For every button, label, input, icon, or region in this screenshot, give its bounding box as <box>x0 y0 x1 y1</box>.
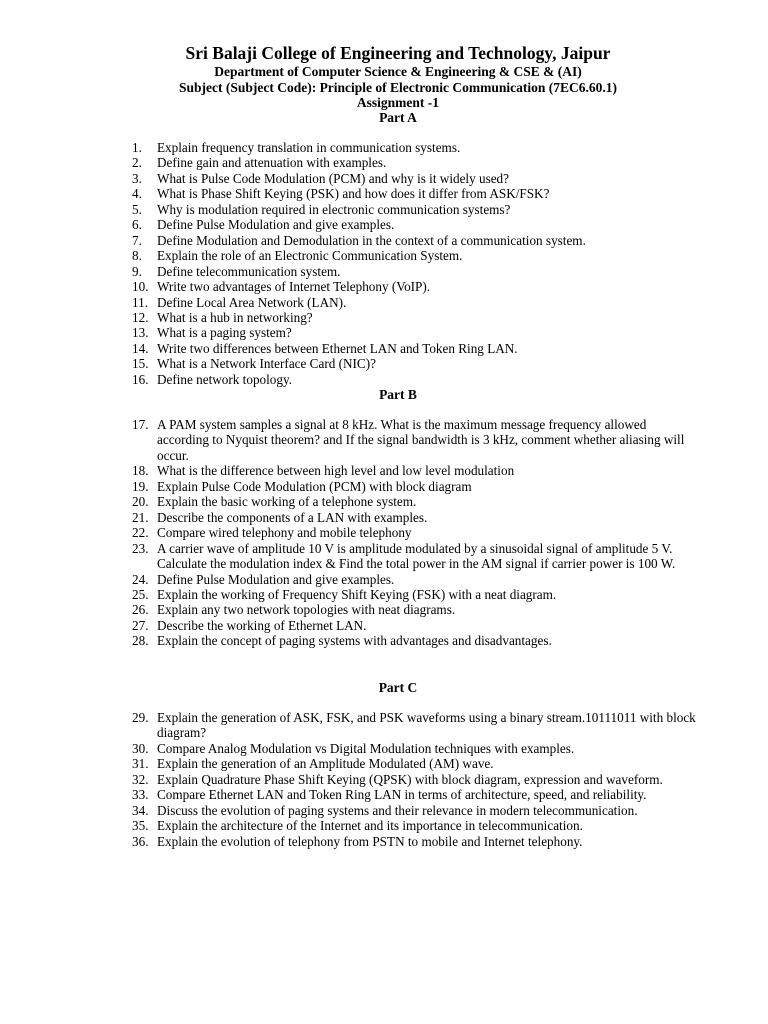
question-number: 15. <box>132 356 149 372</box>
part-a-question-list <box>0 140 768 387</box>
question-text: Define Local Area Network (LAN). <box>157 294 347 310</box>
question-item <box>0 372 697 387</box>
question-item <box>0 140 697 155</box>
question-number: 16. <box>132 371 149 387</box>
question-text: Explain the basic working of a telephone system. <box>157 494 417 510</box>
question-item <box>0 356 697 371</box>
question-number: 28. <box>132 633 149 649</box>
question-item <box>0 803 697 818</box>
question-number: 14. <box>132 340 149 356</box>
question-item <box>0 217 697 232</box>
question-text: A carrier wave of amplitude 10 V is amplitude modulated by a sinusoidal signal of amplitude 5 V. Calculate the modulation index & Find the total power in the AM signal if carrier power is 100 W. <box>157 540 676 572</box>
question-number: 35. <box>132 818 149 834</box>
question-item <box>0 494 697 509</box>
question-number: 32. <box>132 771 149 787</box>
question-number: 30. <box>132 740 149 756</box>
question-text: Compare wired telephony and mobile telephony <box>157 525 412 541</box>
question-item <box>0 572 697 587</box>
question-item <box>0 633 697 648</box>
question-number: 19. <box>132 478 149 494</box>
question-text: Explain Pulse Code Modulation (PCM) with block diagram <box>157 478 472 494</box>
document-header <box>0 42 768 111</box>
question-item <box>0 772 697 787</box>
question-number: 24. <box>132 571 149 587</box>
question-item <box>0 279 697 294</box>
question-number: 23. <box>132 540 149 556</box>
part-c-question-list <box>0 710 768 849</box>
question-item <box>0 525 697 540</box>
question-number: 1. <box>132 140 142 155</box>
question-item <box>0 618 697 633</box>
question-item <box>0 710 697 741</box>
question-number: 17. <box>132 417 149 432</box>
question-item <box>0 186 697 201</box>
question-number: 8. <box>132 248 142 264</box>
question-number: 20. <box>132 494 149 510</box>
question-item <box>0 417 697 463</box>
question-text: Describe the working of Ethernet LAN. <box>157 617 367 633</box>
question-text: What is a paging system? <box>157 325 292 341</box>
question-text: Explain frequency translation in communication systems. <box>157 140 461 155</box>
question-item <box>0 155 697 170</box>
question-number: 3. <box>132 170 142 186</box>
question-item <box>0 463 697 478</box>
question-item <box>0 202 697 217</box>
question-number: 7. <box>132 232 142 248</box>
part-b-heading: Part B <box>379 387 417 402</box>
question-number: 11. <box>132 294 148 310</box>
question-number: 29. <box>132 710 149 725</box>
question-item <box>0 341 697 356</box>
question-text: What is a hub in networking? <box>157 309 313 325</box>
question-text: Explain the concept of paging systems with advantages and disadvantages. <box>157 633 552 649</box>
question-number: 10. <box>132 279 149 295</box>
question-number: 13. <box>132 325 149 341</box>
question-item <box>0 602 697 617</box>
question-text: Write two differences between Ethernet LAN and Token Ring LAN. <box>157 340 518 356</box>
question-item <box>0 787 697 802</box>
question-text: Explain the working of Frequency Shift Keying (FSK) with a neat diagram. <box>157 586 557 602</box>
question-text: Why is modulation required in electronic communication systems? <box>157 201 511 217</box>
question-text: Explain the generation of ASK, FSK, and PSK waveforms using a binary stream.10111011 with block diagram? <box>157 710 696 741</box>
question-text: Define gain and attenuation with examples. <box>157 155 387 171</box>
question-item <box>0 479 697 494</box>
question-item <box>0 325 697 340</box>
question-text: What is a Network Interface Card (NIC)? <box>157 356 376 372</box>
question-text: What is Pulse Code Modulation (PCM) and why is it widely used? <box>157 170 510 186</box>
part-b-question-list <box>0 417 768 649</box>
question-number: 5. <box>132 201 142 217</box>
question-number: 21. <box>132 509 149 525</box>
college-name: Sri Balaji College of Engineering and Technology, Jaipur <box>185 43 611 63</box>
question-item <box>0 248 697 263</box>
question-text: What is Phase Shift Keying (PSK) and how does it differ from ASK/FSK? <box>157 186 550 202</box>
question-number: 33. <box>132 787 149 803</box>
question-item <box>0 756 697 771</box>
question-text: What is the difference between high level and low level modulation <box>157 463 515 479</box>
question-number: 4. <box>132 186 142 202</box>
question-text: Discuss the evolution of paging systems and their relevance in modern telecommunication. <box>157 802 638 818</box>
question-number: 36. <box>132 833 149 849</box>
question-item <box>0 541 697 572</box>
question-item <box>0 587 697 602</box>
question-text: Describe the components of a LAN with examples. <box>157 509 428 525</box>
question-item <box>0 510 697 525</box>
subject-line: Subject (Subject Code): Principle of Electronic Communication (7EC6.60.1) <box>178 79 618 95</box>
question-number: 9. <box>132 263 142 279</box>
question-number: 26. <box>132 602 149 618</box>
part-c-heading: Part C <box>378 680 418 695</box>
question-item <box>0 295 697 310</box>
question-text: Compare Ethernet LAN and Token Ring LAN in terms of architecture, speed, and reliability. <box>157 787 647 803</box>
assignment-title: Assignment -1 <box>356 95 440 110</box>
question-item <box>0 171 697 186</box>
question-text: Write two advantages of Internet Telephony (VoIP). <box>157 279 431 295</box>
part-a-heading: Part A <box>379 110 417 125</box>
question-number: 18. <box>132 463 149 479</box>
question-text: Define Modulation and Demodulation in the context of a communication system. <box>157 232 586 248</box>
question-text: A PAM system samples a signal at 8 kHz. What is the maximum message frequency allowed according to Nyquist theorem? and If the signal bandwidth is 3 kHz, comment whether aliasing will occur. <box>157 417 685 463</box>
question-text: Explain the architecture of the Internet and its importance in telecommunication. <box>157 818 583 834</box>
question-number: 12. <box>132 309 149 325</box>
question-number: 2. <box>132 155 142 171</box>
question-text: Compare Analog Modulation vs Digital Modulation techniques with examples. <box>157 740 575 756</box>
question-item <box>0 233 697 248</box>
question-number: 27. <box>132 617 149 633</box>
question-item <box>0 834 697 849</box>
question-text: Explain the evolution of telephony from PSTN to mobile and Internet telephony. <box>157 833 583 849</box>
question-number: 34. <box>132 802 149 818</box>
question-text: Define network topology. <box>157 371 293 387</box>
question-number: 25. <box>132 586 149 602</box>
question-text: Explain Quadrature Phase Shift Keying (QPSK) with block diagram, expression and waveform. <box>157 771 663 787</box>
question-item <box>0 741 697 756</box>
question-number: 6. <box>132 217 142 233</box>
department-name: Department of Computer Science & Engineering & CSE & (AI) <box>214 64 582 79</box>
question-text: Define Pulse Modulation and give examples. <box>157 217 395 233</box>
question-number: 31. <box>132 756 149 772</box>
question-item <box>0 818 697 833</box>
question-item <box>0 264 697 279</box>
question-number: 22. <box>132 525 149 541</box>
question-text: Explain any two network topologies with neat diagrams. <box>157 602 456 618</box>
question-text: Define telecommunication system. <box>157 263 341 279</box>
question-text: Define Pulse Modulation and give examples. <box>157 571 395 587</box>
question-text: Explain the generation of an Amplitude Modulated (AM) wave. <box>157 756 494 772</box>
question-item <box>0 310 697 325</box>
question-text: Explain the role of an Electronic Communication System. <box>157 248 463 264</box>
